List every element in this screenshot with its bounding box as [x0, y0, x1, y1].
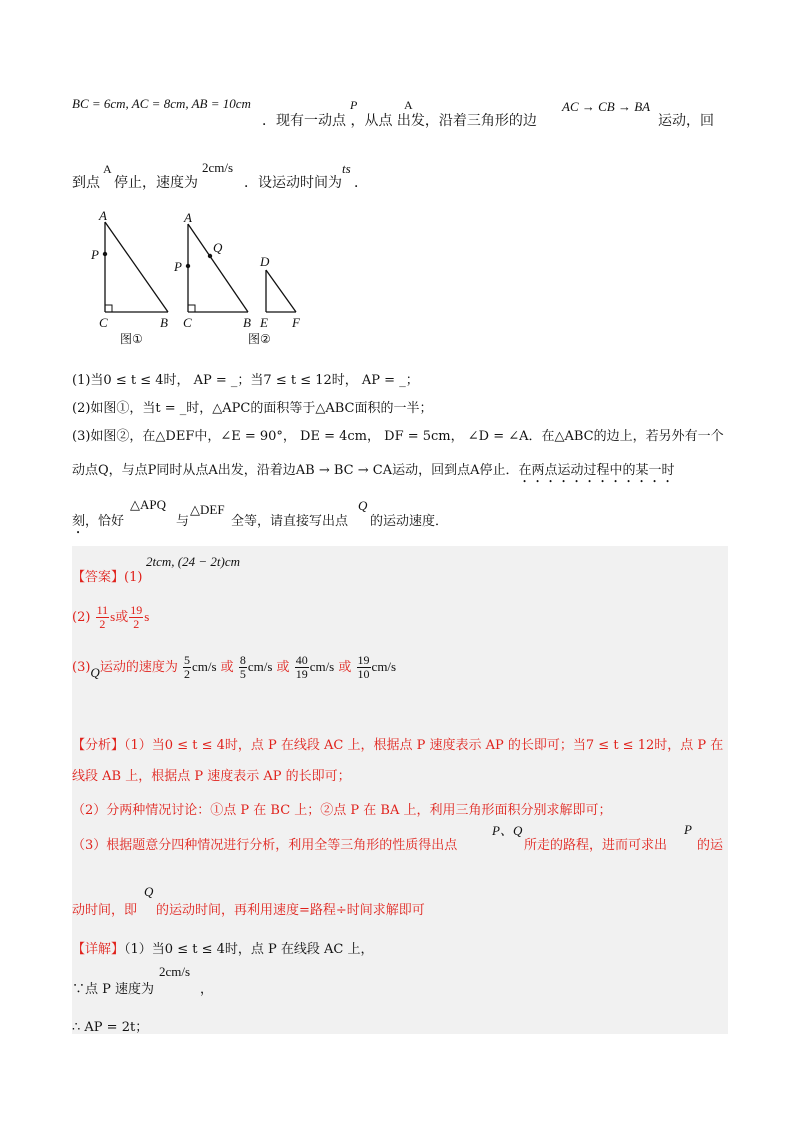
triangle-figures [80, 200, 320, 355]
fig2-right-angle [188, 305, 195, 312]
fig2-point-p [186, 264, 190, 268]
fig1-label-c: C [99, 315, 108, 330]
answer-3-or-1: 或 [220, 660, 234, 675]
analysis-line4c: 的运 [697, 838, 724, 853]
detail-line2: ∵点 P 速度为 [72, 982, 155, 997]
fig1-point-p [103, 252, 107, 256]
detail-line3: ∴ AP = 2t； [72, 1020, 149, 1035]
answer-3-unit-3: cm/s [309, 659, 335, 674]
answer-2-f2-den: 2 [133, 617, 140, 631]
question-3-apq: △APQ [130, 497, 167, 512]
fig2-point-q [208, 254, 212, 258]
problem-line2-mid: 停止，速度为 [114, 175, 198, 191]
def-side-df [266, 270, 296, 312]
question-3-with: 与 [176, 514, 190, 529]
answer-1: 2tcm, (24 − 2t)cm [146, 554, 240, 569]
fig2-caption: 图② [248, 332, 271, 346]
fig1-right-angle [105, 305, 112, 312]
analysis-line1 [72, 734, 723, 753]
answer-3-fraction-3 [295, 654, 309, 681]
question-3-line1: (3)如图②，在△DEF中，∠E = 90°， DE = 4cm， DF = 5cm， ∠D = ∠A．在△ABC的边上，若另外有一个 [72, 429, 724, 444]
analysis-q: Q [144, 884, 154, 899]
question-3-line2b: 在两点运动过程中的某一时 [518, 463, 675, 478]
answer-3-f3-den: 19 [295, 667, 308, 681]
analysis-l1: （1）当0 ≤ t ≤ 4时，点 P 在线段 AC 上，根据点 P 速度表示 AP 的长即可；当7 ≤ t ≤ 12时，点 P 在 [124, 738, 724, 753]
answer-2-or: 或 [115, 610, 129, 625]
def-label-d: D [260, 254, 270, 269]
fig1-label-a: A [99, 208, 107, 223]
answer-2-f2-num: 19 [130, 603, 143, 617]
answer-3-f4-num: 19 [357, 653, 370, 667]
answer-1-prefix: (1) [124, 570, 143, 585]
question-3-line2a: 动点Q，与点P同时从点A出发，沿着边AB → BC → CA运动，回到点A停止． [72, 463, 519, 478]
answer-3-q: Q [90, 665, 100, 680]
answer-3-fraction-2 [239, 654, 247, 681]
question-3-line2 [72, 459, 675, 486]
answer-3-unit-1: cm/s [191, 659, 217, 674]
label-a-sup: A [404, 98, 413, 112]
label-p-sup: P [350, 98, 358, 112]
time-value: ts [342, 161, 351, 176]
answer-3-fraction-4 [357, 654, 371, 681]
analysis-line5b: 的运动时间，再利用速度=路程÷时间求解即可 [156, 903, 425, 918]
answer-3-prefix: (3) [72, 660, 91, 675]
answer-label-text: 【答案】 [72, 570, 125, 585]
detail-label: 【详解】 [72, 942, 125, 957]
analysis-line4b: 所走的路程，进而可求出 [524, 838, 668, 853]
detail-line2b: ， [200, 982, 214, 997]
answer-3-f4-den: 10 [357, 667, 370, 681]
question-3-line3a: 刻 [72, 514, 86, 529]
line2-a-sup: A [103, 162, 112, 176]
problem-line2-end: ． [354, 175, 368, 191]
fig2-label-q: Q [213, 240, 223, 255]
answer-3-or-2: 或 [276, 660, 290, 675]
question-3-line3d: 的运动速度． [370, 514, 449, 529]
fig2-label-b: B [243, 315, 251, 330]
fig2-side-ab [188, 224, 248, 312]
answer-3-unit-4: cm/s [371, 659, 397, 674]
answer-3-f1-den: 2 [183, 667, 190, 681]
problem-line1-end: 运动，回 [658, 113, 714, 129]
analysis-line3: （2）分两种情况讨论：①点 P 在 BC 上；②点 P 在 BA 上，利用三角形面积分别求解即可； [72, 803, 612, 818]
answer-2-unit-2: s [144, 609, 150, 624]
problem-line2-start: 到点 [72, 175, 100, 191]
analysis-p: P [684, 822, 692, 837]
analysis-line2: 线段 AB 上，根据点 P 速度表示 AP 的长即可； [72, 769, 351, 784]
answer-3-or-3: 或 [338, 660, 352, 675]
question-3-line3c: 全等，请直接写出点 [231, 514, 349, 529]
question-2: (2)如图①，当t = _时，△APC的面积等于△ABC面积的一半； [72, 401, 433, 416]
problem-line1-body: ．现有一动点 ，从点 出发，沿着三角形的边 [262, 113, 537, 129]
question-1: (1)当0 ≤ t ≤ 4时， AP = _；当7 ≤ t ≤ 12时， AP = _； [72, 373, 419, 388]
fig1-label-p: P [91, 247, 99, 262]
answer-2-fraction-2 [129, 604, 143, 631]
answer-2-f1-num: 11 [96, 603, 109, 617]
answer-3-f2-num: 8 [239, 653, 246, 667]
fig1-side-ab [105, 222, 168, 312]
question-3-q: Q [358, 498, 368, 513]
answer-3-f3-num: 40 [295, 653, 308, 667]
answer-label [72, 566, 142, 585]
answer-3-f1-num: 5 [183, 653, 190, 667]
answer-3-unit-2: cm/s [247, 659, 273, 674]
answer-3-f2-den: 5 [239, 667, 246, 681]
path-text: AC → CB → BA [562, 99, 651, 114]
analysis-line5: 动时间，即 [72, 903, 138, 918]
answer-panel [72, 546, 728, 1034]
detail-l1: （1）当0 ≤ t ≤ 4时，点 P 在线段 AC 上， [124, 942, 374, 957]
analysis-pq: P、Q [492, 823, 523, 838]
given-lengths: BC = 6cm, AC = 8cm, AB = 10cm [72, 96, 251, 111]
answer-2 [72, 604, 149, 631]
analysis-line4: （3）根据题意分四种情况进行分析，利用全等三角形的性质得出点 [72, 838, 458, 853]
detail-line1 [72, 938, 373, 957]
answer-2-prefix: (2) [72, 610, 91, 625]
fig2-label-c: C [183, 315, 192, 330]
def-label-f: F [292, 315, 300, 330]
problem-line2-mid2: ．设运动时间为 [244, 175, 342, 191]
fig1-label-b: B [160, 315, 168, 330]
answer-3 [72, 654, 396, 681]
answer-2-f1-den: 2 [99, 617, 106, 631]
def-label-e: E [260, 315, 268, 330]
detail-speed: 2cm/s [159, 964, 191, 979]
answer-2-unit-1: s [110, 609, 116, 624]
analysis-label: 【分析】 [72, 738, 125, 753]
answer-3-text: 运动的速度为 [99, 660, 178, 675]
fig2-label-p: P [174, 259, 182, 274]
question-3-def: △DEF [190, 502, 225, 517]
fig1-caption: 图① [120, 332, 143, 346]
question-3-line3b: ，恰好 [85, 514, 125, 529]
problem-line1-text [262, 110, 537, 130]
fig2-label-a: A [184, 210, 192, 225]
question-3-line3 [72, 510, 124, 537]
answer-3-fraction-1 [183, 654, 191, 681]
answer-2-fraction-1 [96, 604, 110, 631]
speed-value: 2cm/s [202, 160, 234, 175]
